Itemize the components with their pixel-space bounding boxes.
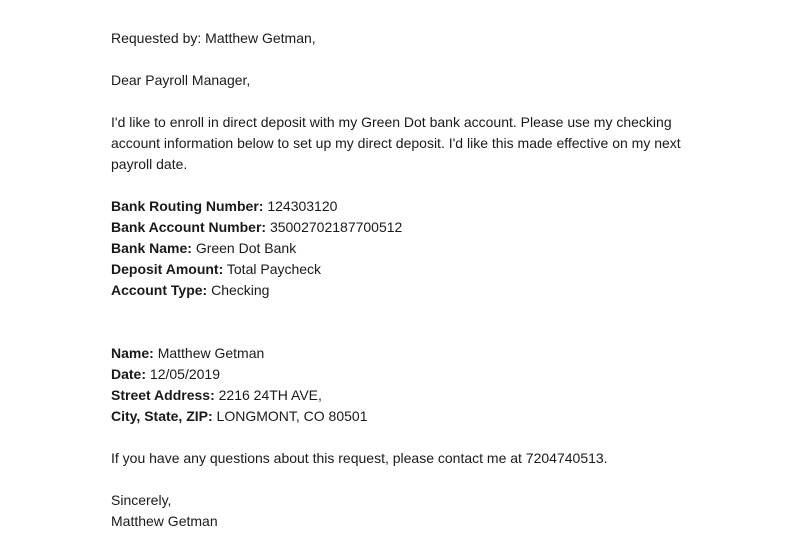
field-value: 35002702187700512	[269, 219, 403, 235]
signature-name: Matthew Getman	[111, 513, 218, 529]
contact-line: If you have any questions about this request, please contact me at 7204740513.	[111, 450, 608, 466]
closing: Sincerely,	[111, 492, 172, 508]
name-row	[111, 343, 731, 364]
bank-name-row	[111, 238, 731, 259]
field-label: Bank Account Number:	[111, 219, 267, 235]
field-label: Bank Routing Number:	[111, 198, 264, 214]
field-value: LONGMONT, CO 80501	[216, 408, 368, 424]
field-label: Street Address:	[111, 387, 215, 403]
field-label: Bank Name:	[111, 240, 192, 256]
letter-body-paragraph: I'd like to enroll in direct deposit with my Green Dot bank account. Please use my checking account information below to set up my direct deposit. I'd like this made effective on my next payroll date.	[111, 114, 681, 172]
field-value: 12/05/2019	[149, 366, 220, 382]
field-value: 124303120	[267, 198, 338, 214]
field-label: Date:	[111, 366, 147, 382]
field-label: City, State, ZIP:	[111, 408, 213, 424]
bank-routing-number-row	[111, 196, 731, 217]
field-value: 2216 24TH AVE,	[218, 387, 322, 403]
field-value: Checking	[211, 282, 270, 298]
field-label: Name:	[111, 345, 154, 361]
requested-by-line: Requested by: Matthew Getman,	[111, 30, 316, 46]
bank-account-number-row	[111, 217, 731, 238]
date-row	[111, 364, 731, 385]
salutation: Dear Payroll Manager,	[111, 72, 251, 88]
field-value: Green Dot Bank	[195, 240, 297, 256]
field-value: Matthew Getman	[157, 345, 265, 361]
city-state-zip-row	[111, 406, 731, 427]
field-label: Deposit Amount:	[111, 261, 224, 277]
field-value: Total Paycheck	[226, 261, 322, 277]
field-label: Account Type:	[111, 282, 208, 298]
street-address-row	[111, 385, 731, 406]
bank-details-section	[111, 196, 731, 301]
personal-details-section	[111, 343, 731, 427]
account-type-row	[111, 280, 731, 301]
deposit-amount-row	[111, 259, 731, 280]
